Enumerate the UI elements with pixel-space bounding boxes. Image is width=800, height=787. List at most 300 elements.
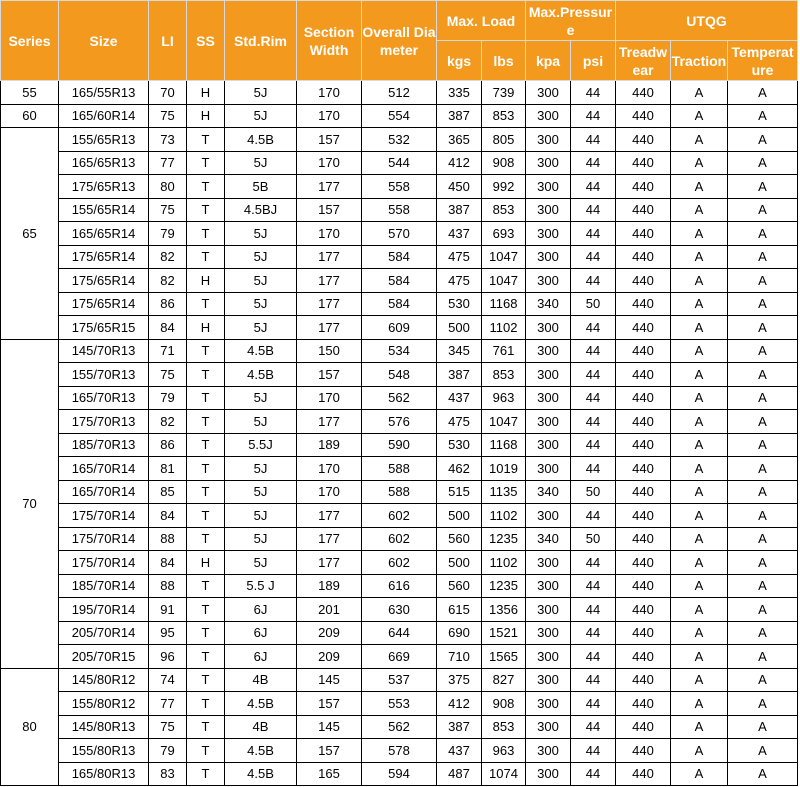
traction-cell: A	[671, 198, 728, 222]
ss-cell: H	[187, 104, 225, 128]
std-rim-cell: 4.5BJ	[225, 198, 297, 222]
pressure-psi-cell: 50	[571, 527, 616, 551]
table-row	[1, 316, 798, 340]
max-load-kgs-cell: 387	[437, 104, 482, 128]
size-cell: 165/70R14	[59, 480, 149, 504]
pressure-kpa-cell: 300	[526, 81, 571, 105]
li-cell: 79	[149, 386, 187, 410]
li-cell: 79	[149, 739, 187, 763]
traction-cell: A	[671, 433, 728, 457]
overall-diameter-cell: 532	[362, 128, 437, 152]
size-cell: 175/65R14	[59, 292, 149, 316]
max-load-kgs-cell: 475	[437, 410, 482, 434]
max-load-lbs-cell: 1521	[482, 621, 526, 645]
traction-cell: A	[671, 175, 728, 199]
max-load-lbs-cell: 1235	[482, 527, 526, 551]
section-width-cell: 177	[297, 551, 362, 575]
li-cell: 85	[149, 480, 187, 504]
section-width-cell: 145	[297, 668, 362, 692]
max-load-lbs-cell: 963	[482, 386, 526, 410]
traction-cell: A	[671, 551, 728, 575]
traction-cell: A	[671, 762, 728, 786]
pressure-psi-cell: 44	[571, 645, 616, 669]
max-load-kgs-cell: 475	[437, 269, 482, 293]
max-load-kgs-cell: 462	[437, 457, 482, 481]
header-section-width: Section Width	[297, 1, 362, 81]
max-load-lbs-cell: 761	[482, 339, 526, 363]
section-width-cell: 177	[297, 292, 362, 316]
traction-cell: A	[671, 410, 728, 434]
max-load-kgs-cell: 365	[437, 128, 482, 152]
temperature-cell: A	[728, 316, 798, 340]
li-cell: 77	[149, 151, 187, 175]
section-width-cell: 157	[297, 363, 362, 387]
overall-diameter-cell: 512	[362, 81, 437, 105]
overall-diameter-cell: 584	[362, 292, 437, 316]
max-load-kgs-cell: 412	[437, 692, 482, 716]
std-rim-cell: 6J	[225, 598, 297, 622]
size-cell: 165/65R13	[59, 151, 149, 175]
header-size: Size	[59, 1, 149, 81]
std-rim-cell: 5.5J	[225, 433, 297, 457]
table-row	[1, 480, 798, 504]
ss-cell: T	[187, 480, 225, 504]
table-row	[1, 739, 798, 763]
li-cell: 88	[149, 574, 187, 598]
treadwear-cell: 440	[616, 151, 671, 175]
ss-cell: T	[187, 739, 225, 763]
traction-cell: A	[671, 668, 728, 692]
pressure-psi-cell: 44	[571, 504, 616, 528]
std-rim-cell: 5J	[225, 269, 297, 293]
table-row	[1, 645, 798, 669]
temperature-cell: A	[728, 104, 798, 128]
size-cell: 165/60R14	[59, 104, 149, 128]
traction-cell: A	[671, 692, 728, 716]
size-cell: 205/70R15	[59, 645, 149, 669]
std-rim-cell: 4.5B	[225, 692, 297, 716]
size-cell: 175/70R14	[59, 527, 149, 551]
size-cell: 175/70R14	[59, 504, 149, 528]
pressure-psi-cell: 44	[571, 339, 616, 363]
table-row	[1, 715, 798, 739]
temperature-cell: A	[728, 762, 798, 786]
std-rim-cell: 4.5B	[225, 339, 297, 363]
traction-cell: A	[671, 81, 728, 105]
traction-cell: A	[671, 269, 728, 293]
treadwear-cell: 440	[616, 504, 671, 528]
size-cell: 185/70R13	[59, 433, 149, 457]
max-load-kgs-cell: 387	[437, 363, 482, 387]
size-cell: 155/65R13	[59, 128, 149, 152]
li-cell: 80	[149, 175, 187, 199]
section-width-cell: 157	[297, 692, 362, 716]
treadwear-cell: 440	[616, 128, 671, 152]
pressure-kpa-cell: 300	[526, 175, 571, 199]
max-load-lbs-cell: 1047	[482, 269, 526, 293]
pressure-kpa-cell: 300	[526, 363, 571, 387]
pressure-psi-cell: 44	[571, 386, 616, 410]
pressure-kpa-cell: 300	[526, 551, 571, 575]
overall-diameter-cell: 553	[362, 692, 437, 716]
li-cell: 81	[149, 457, 187, 481]
traction-cell: A	[671, 104, 728, 128]
section-width-cell: 189	[297, 433, 362, 457]
overall-diameter-cell: 558	[362, 198, 437, 222]
max-load-kgs-cell: 387	[437, 715, 482, 739]
temperature-cell: A	[728, 668, 798, 692]
temperature-cell: A	[728, 621, 798, 645]
traction-cell: A	[671, 222, 728, 246]
overall-diameter-cell: 630	[362, 598, 437, 622]
pressure-psi-cell: 44	[571, 198, 616, 222]
max-load-kgs-cell: 412	[437, 151, 482, 175]
ss-cell: T	[187, 645, 225, 669]
max-load-lbs-cell: 908	[482, 151, 526, 175]
temperature-cell: A	[728, 81, 798, 105]
treadwear-cell: 440	[616, 316, 671, 340]
temperature-cell: A	[728, 739, 798, 763]
max-load-kgs-cell: 450	[437, 175, 482, 199]
std-rim-cell: 5B	[225, 175, 297, 199]
pressure-kpa-cell: 300	[526, 739, 571, 763]
max-load-kgs-cell: 615	[437, 598, 482, 622]
section-width-cell: 170	[297, 104, 362, 128]
header-series: Series	[1, 1, 59, 81]
ss-cell: T	[187, 198, 225, 222]
max-load-lbs-cell: 992	[482, 175, 526, 199]
ss-cell: H	[187, 269, 225, 293]
section-width-cell: 170	[297, 81, 362, 105]
pressure-kpa-cell: 300	[526, 457, 571, 481]
std-rim-cell: 5J	[225, 551, 297, 575]
section-width-cell: 209	[297, 645, 362, 669]
size-cell: 145/80R12	[59, 668, 149, 692]
pressure-kpa-cell: 300	[526, 574, 571, 598]
table-row	[1, 198, 798, 222]
max-load-lbs-cell: 1235	[482, 574, 526, 598]
std-rim-cell: 5J	[225, 151, 297, 175]
pressure-kpa-cell: 300	[526, 410, 571, 434]
size-cell: 195/70R14	[59, 598, 149, 622]
temperature-cell: A	[728, 457, 798, 481]
table-row	[1, 363, 798, 387]
max-load-kgs-cell: 437	[437, 222, 482, 246]
max-load-lbs-cell: 1102	[482, 551, 526, 575]
temperature-cell: A	[728, 574, 798, 598]
max-load-lbs-cell: 1102	[482, 316, 526, 340]
temperature-cell: A	[728, 269, 798, 293]
ss-cell: T	[187, 762, 225, 786]
section-width-cell: 177	[297, 316, 362, 340]
traction-cell: A	[671, 598, 728, 622]
pressure-kpa-cell: 300	[526, 386, 571, 410]
pressure-psi-cell: 44	[571, 762, 616, 786]
section-width-cell: 170	[297, 457, 362, 481]
temperature-cell: A	[728, 598, 798, 622]
section-width-cell: 177	[297, 245, 362, 269]
series-cell: 55	[1, 81, 59, 105]
temperature-cell: A	[728, 433, 798, 457]
max-load-kgs-cell: 500	[437, 316, 482, 340]
treadwear-cell: 440	[616, 692, 671, 716]
li-cell: 82	[149, 245, 187, 269]
pressure-kpa-cell: 340	[526, 527, 571, 551]
std-rim-cell: 5J	[225, 245, 297, 269]
table-row	[1, 433, 798, 457]
treadwear-cell: 440	[616, 574, 671, 598]
max-load-lbs-cell: 1356	[482, 598, 526, 622]
overall-diameter-cell: 584	[362, 269, 437, 293]
max-load-lbs-cell: 853	[482, 104, 526, 128]
treadwear-cell: 440	[616, 81, 671, 105]
max-load-lbs-cell: 1102	[482, 504, 526, 528]
max-load-kgs-cell: 530	[437, 292, 482, 316]
max-load-kgs-cell: 500	[437, 504, 482, 528]
table-row	[1, 527, 798, 551]
pressure-kpa-cell: 300	[526, 245, 571, 269]
ss-cell: H	[187, 551, 225, 575]
pressure-psi-cell: 44	[571, 739, 616, 763]
li-cell: 82	[149, 269, 187, 293]
ss-cell: T	[187, 574, 225, 598]
std-rim-cell: 5J	[225, 222, 297, 246]
header-temperature: Temperature	[728, 41, 798, 81]
pressure-kpa-cell: 340	[526, 480, 571, 504]
max-load-lbs-cell: 1047	[482, 245, 526, 269]
traction-cell: A	[671, 386, 728, 410]
pressure-psi-cell: 44	[571, 410, 616, 434]
overall-diameter-cell: 534	[362, 339, 437, 363]
std-rim-cell: 5J	[225, 410, 297, 434]
size-cell: 165/70R14	[59, 457, 149, 481]
pressure-psi-cell: 44	[571, 363, 616, 387]
section-width-cell: 170	[297, 222, 362, 246]
treadwear-cell: 440	[616, 222, 671, 246]
pressure-psi-cell: 44	[571, 715, 616, 739]
max-load-lbs-cell: 853	[482, 715, 526, 739]
treadwear-cell: 440	[616, 175, 671, 199]
overall-diameter-cell: 669	[362, 645, 437, 669]
max-load-lbs-cell: 693	[482, 222, 526, 246]
li-cell: 83	[149, 762, 187, 786]
pressure-psi-cell: 44	[571, 245, 616, 269]
temperature-cell: A	[728, 198, 798, 222]
std-rim-cell: 6J	[225, 621, 297, 645]
ss-cell: H	[187, 316, 225, 340]
max-load-lbs-cell: 1168	[482, 433, 526, 457]
ss-cell: T	[187, 598, 225, 622]
std-rim-cell: 6J	[225, 645, 297, 669]
table-body	[1, 81, 798, 786]
max-load-kgs-cell: 487	[437, 762, 482, 786]
li-cell: 96	[149, 645, 187, 669]
temperature-cell: A	[728, 386, 798, 410]
ss-cell: T	[187, 692, 225, 716]
treadwear-cell: 440	[616, 621, 671, 645]
pressure-psi-cell: 44	[571, 621, 616, 645]
overall-diameter-cell: 590	[362, 433, 437, 457]
section-width-cell: 145	[297, 715, 362, 739]
li-cell: 79	[149, 222, 187, 246]
section-width-cell: 170	[297, 480, 362, 504]
overall-diameter-cell: 644	[362, 621, 437, 645]
header-kgs: kgs	[437, 41, 482, 81]
size-cell: 165/65R14	[59, 222, 149, 246]
table-row	[1, 128, 798, 152]
pressure-psi-cell: 44	[571, 668, 616, 692]
traction-cell: A	[671, 363, 728, 387]
ss-cell: T	[187, 245, 225, 269]
max-load-lbs-cell: 1019	[482, 457, 526, 481]
traction-cell: A	[671, 245, 728, 269]
std-rim-cell: 4.5B	[225, 363, 297, 387]
section-width-cell: 189	[297, 574, 362, 598]
overall-diameter-cell: 558	[362, 175, 437, 199]
overall-diameter-cell: 594	[362, 762, 437, 786]
max-load-lbs-cell: 805	[482, 128, 526, 152]
max-load-lbs-cell: 853	[482, 363, 526, 387]
section-width-cell: 165	[297, 762, 362, 786]
temperature-cell: A	[728, 645, 798, 669]
max-load-lbs-cell: 827	[482, 668, 526, 692]
std-rim-cell: 5J	[225, 504, 297, 528]
traction-cell: A	[671, 504, 728, 528]
table-row	[1, 621, 798, 645]
section-width-cell: 209	[297, 621, 362, 645]
pressure-psi-cell: 44	[571, 316, 616, 340]
treadwear-cell: 440	[616, 668, 671, 692]
temperature-cell: A	[728, 363, 798, 387]
ss-cell: T	[187, 457, 225, 481]
section-width-cell: 157	[297, 198, 362, 222]
temperature-cell: A	[728, 551, 798, 575]
ss-cell: T	[187, 128, 225, 152]
size-cell: 175/65R13	[59, 175, 149, 199]
treadwear-cell: 440	[616, 480, 671, 504]
treadwear-cell: 440	[616, 386, 671, 410]
table-row	[1, 269, 798, 293]
treadwear-cell: 440	[616, 527, 671, 551]
series-cell: 70	[1, 339, 59, 668]
li-cell: 75	[149, 198, 187, 222]
treadwear-cell: 440	[616, 551, 671, 575]
treadwear-cell: 440	[616, 433, 671, 457]
max-load-lbs-cell: 1565	[482, 645, 526, 669]
treadwear-cell: 440	[616, 715, 671, 739]
size-cell: 145/80R13	[59, 715, 149, 739]
treadwear-cell: 440	[616, 410, 671, 434]
pressure-psi-cell: 44	[571, 151, 616, 175]
li-cell: 88	[149, 527, 187, 551]
temperature-cell: A	[728, 245, 798, 269]
header-lbs: lbs	[482, 41, 526, 81]
traction-cell: A	[671, 339, 728, 363]
li-cell: 86	[149, 433, 187, 457]
treadwear-cell: 440	[616, 645, 671, 669]
ss-cell: T	[187, 715, 225, 739]
max-load-kgs-cell: 375	[437, 668, 482, 692]
section-width-cell: 150	[297, 339, 362, 363]
pressure-psi-cell: 44	[571, 551, 616, 575]
header-treadwear: Treadwear	[616, 41, 671, 81]
section-width-cell: 177	[297, 175, 362, 199]
li-cell: 84	[149, 504, 187, 528]
pressure-kpa-cell: 300	[526, 128, 571, 152]
table-row	[1, 175, 798, 199]
pressure-kpa-cell: 300	[526, 222, 571, 246]
max-load-lbs-cell: 739	[482, 81, 526, 105]
pressure-psi-cell: 44	[571, 692, 616, 716]
section-width-cell: 170	[297, 386, 362, 410]
table-row	[1, 668, 798, 692]
pressure-psi-cell: 50	[571, 292, 616, 316]
pressure-psi-cell: 44	[571, 598, 616, 622]
table-row	[1, 339, 798, 363]
table-row	[1, 151, 798, 175]
pressure-kpa-cell: 300	[526, 104, 571, 128]
ss-cell: T	[187, 175, 225, 199]
header-max-load: Max. Load	[437, 1, 526, 41]
table-row	[1, 222, 798, 246]
treadwear-cell: 440	[616, 363, 671, 387]
header-li: LI	[149, 1, 187, 81]
section-width-cell: 170	[297, 151, 362, 175]
size-cell: 185/70R14	[59, 574, 149, 598]
std-rim-cell: 5J	[225, 386, 297, 410]
li-cell: 74	[149, 668, 187, 692]
pressure-kpa-cell: 300	[526, 668, 571, 692]
max-load-lbs-cell: 1135	[482, 480, 526, 504]
size-cell: 155/70R13	[59, 363, 149, 387]
table-row	[1, 574, 798, 598]
size-cell: 175/65R14	[59, 245, 149, 269]
temperature-cell: A	[728, 292, 798, 316]
max-load-kgs-cell: 690	[437, 621, 482, 645]
pressure-kpa-cell: 300	[526, 598, 571, 622]
table-row	[1, 692, 798, 716]
max-load-kgs-cell: 387	[437, 198, 482, 222]
treadwear-cell: 440	[616, 245, 671, 269]
pressure-kpa-cell: 300	[526, 151, 571, 175]
std-rim-cell: 5.5 J	[225, 574, 297, 598]
size-cell: 155/80R12	[59, 692, 149, 716]
std-rim-cell: 5J	[225, 81, 297, 105]
li-cell: 75	[149, 104, 187, 128]
treadwear-cell: 440	[616, 104, 671, 128]
traction-cell: A	[671, 715, 728, 739]
li-cell: 84	[149, 551, 187, 575]
li-cell: 95	[149, 621, 187, 645]
std-rim-cell: 5J	[225, 104, 297, 128]
treadwear-cell: 440	[616, 598, 671, 622]
overall-diameter-cell: 602	[362, 527, 437, 551]
std-rim-cell: 5J	[225, 316, 297, 340]
overall-diameter-cell: 602	[362, 504, 437, 528]
max-load-kgs-cell: 500	[437, 551, 482, 575]
li-cell: 84	[149, 316, 187, 340]
ss-cell: T	[187, 151, 225, 175]
max-load-lbs-cell: 1074	[482, 762, 526, 786]
table-row	[1, 551, 798, 575]
pressure-psi-cell: 44	[571, 574, 616, 598]
table-row	[1, 81, 798, 105]
temperature-cell: A	[728, 527, 798, 551]
std-rim-cell: 5J	[225, 527, 297, 551]
max-load-lbs-cell: 1047	[482, 410, 526, 434]
size-cell: 175/65R14	[59, 269, 149, 293]
ss-cell: T	[187, 222, 225, 246]
